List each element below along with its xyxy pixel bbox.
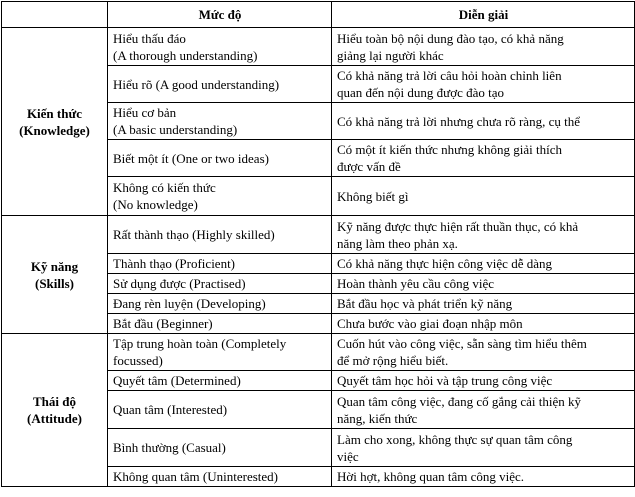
description-cell — [332, 28, 635, 66]
level-cell — [108, 177, 332, 216]
level-text: Không quan tâm (Uninterested) — [113, 469, 278, 484]
description-text: Có khả năng trả lời câu hỏi hoàn chỉnh liên — [337, 68, 562, 83]
level-text: Quyết tâm (Determined) — [113, 373, 241, 388]
description-cell — [332, 371, 635, 391]
level-text: Hiểu rõ (A good understanding) — [113, 76, 280, 92]
level-text: focussed) — [113, 353, 163, 368]
level-cell — [108, 66, 332, 103]
description-cell — [332, 334, 635, 371]
level-text: Hiểu thấu đáo — [113, 30, 186, 46]
description-cell — [332, 216, 635, 254]
description-cell — [332, 294, 635, 314]
description-cell — [332, 429, 635, 467]
level-text: Quan tâm (Interested) — [113, 402, 228, 417]
description-text: Làm cho xong, không thực sự quan tâm công — [337, 431, 573, 447]
header-description: Diễn giải — [332, 2, 635, 28]
description-cell — [332, 254, 635, 274]
description-text: Quan tâm công việc, đang cố gắng cải thiện kỹ — [337, 393, 582, 409]
table-row — [2, 216, 635, 254]
description-text: Không biết gì — [337, 188, 409, 204]
level-cell — [108, 334, 332, 371]
description-text: Kỹ năng được thực hiện rất thuần thục, có khả — [337, 218, 579, 234]
description-text: Chưa bước vào giai đoạn nhập môn — [337, 316, 523, 331]
description-text: Có một ít kiến thức nhưng không giải thích — [337, 142, 562, 157]
description-cell — [332, 314, 635, 334]
level-cell — [108, 391, 332, 429]
level-cell — [108, 254, 332, 274]
category-knowledge — [2, 28, 108, 216]
level-text: Sử dụng được (Practised) — [113, 276, 246, 291]
level-cell — [108, 294, 332, 314]
category-attitude — [2, 334, 108, 487]
category-label: Kỹ năng — [30, 258, 79, 274]
description-cell — [332, 177, 635, 216]
level-text: Thành thạo (Proficient) — [113, 256, 236, 271]
description-text: Có khả năng trả lời nhưng chưa rõ ràng, cụ thể — [337, 113, 580, 129]
description-text: việc — [337, 448, 359, 464]
table-row — [2, 28, 635, 66]
level-cell — [108, 371, 332, 391]
level-text: Tập trung hoàn toàn (Completely — [113, 336, 287, 351]
level-text: Hiểu cơ bản — [113, 105, 177, 120]
category-skills — [2, 216, 108, 334]
level-text: (A thorough understanding) — [113, 47, 258, 63]
level-cell — [108, 314, 332, 334]
category-label-en: (Skills) — [34, 275, 74, 291]
description-cell — [332, 391, 635, 429]
level-text: Bắt đầu (Beginner) — [113, 316, 213, 331]
description-text: năng, kiến thức — [337, 410, 418, 426]
description-cell — [332, 103, 635, 140]
level-text: Biết một ít (One or two ideas) — [113, 150, 269, 166]
header-row — [2, 2, 635, 28]
competency-table — [1, 1, 635, 487]
level-cell — [108, 140, 332, 177]
description-text: để mở rộng hiểu biết. — [337, 353, 449, 368]
category-label: Thái độ — [33, 394, 76, 409]
category-label-en: (Attitude) — [27, 411, 82, 426]
description-text: Cuốn hút vào công việc, sẵn sàng tìm hiểu thêm — [337, 336, 587, 351]
level-text: Đang rèn luyện (Developing) — [113, 296, 266, 311]
description-text: Hiểu toàn bộ nội dung đào tạo, có khả năng — [337, 30, 564, 46]
description-cell — [332, 467, 635, 487]
description-cell — [332, 66, 635, 103]
category-label-en: (Knowledge) — [19, 122, 90, 138]
level-cell — [108, 28, 332, 66]
header-level: Mức độ — [108, 2, 332, 28]
description-text: Có khả năng thực hiện công việc dễ dàng — [337, 256, 552, 271]
description-cell — [332, 274, 635, 294]
level-cell — [108, 467, 332, 487]
description-text: được vấn đề — [337, 159, 401, 174]
level-text: Rất thành thạo (Highly skilled) — [113, 227, 275, 242]
description-text: quan đến nội dung được đào tạo — [337, 85, 504, 100]
level-text: (A basic understanding) — [113, 122, 238, 137]
table-row — [2, 334, 635, 371]
level-cell — [108, 274, 332, 294]
description-cell — [332, 140, 635, 177]
description-text: Bắt đầu học và phát triển kỹ năng — [337, 296, 513, 311]
header-category — [2, 2, 108, 28]
description-text: Hoàn thành yêu cầu công việc — [337, 276, 495, 291]
level-text: Bình thường (Casual) — [113, 440, 226, 455]
description-text: Hời hợt, không quan tâm công việc. — [337, 469, 525, 484]
level-cell — [108, 103, 332, 140]
level-text: Không có kiến thức — [113, 180, 216, 195]
level-cell — [108, 429, 332, 467]
level-cell — [108, 216, 332, 254]
description-text: Quyết tâm học hỏi và tập trung công việc — [337, 373, 553, 388]
description-text: năng làm theo phản xạ. — [337, 235, 458, 251]
level-text: (No knowledge) — [113, 197, 198, 212]
document-page — [0, 1, 635, 497]
category-label: Kiến thức — [26, 105, 83, 121]
description-text: giảng lại người khác — [337, 47, 444, 63]
